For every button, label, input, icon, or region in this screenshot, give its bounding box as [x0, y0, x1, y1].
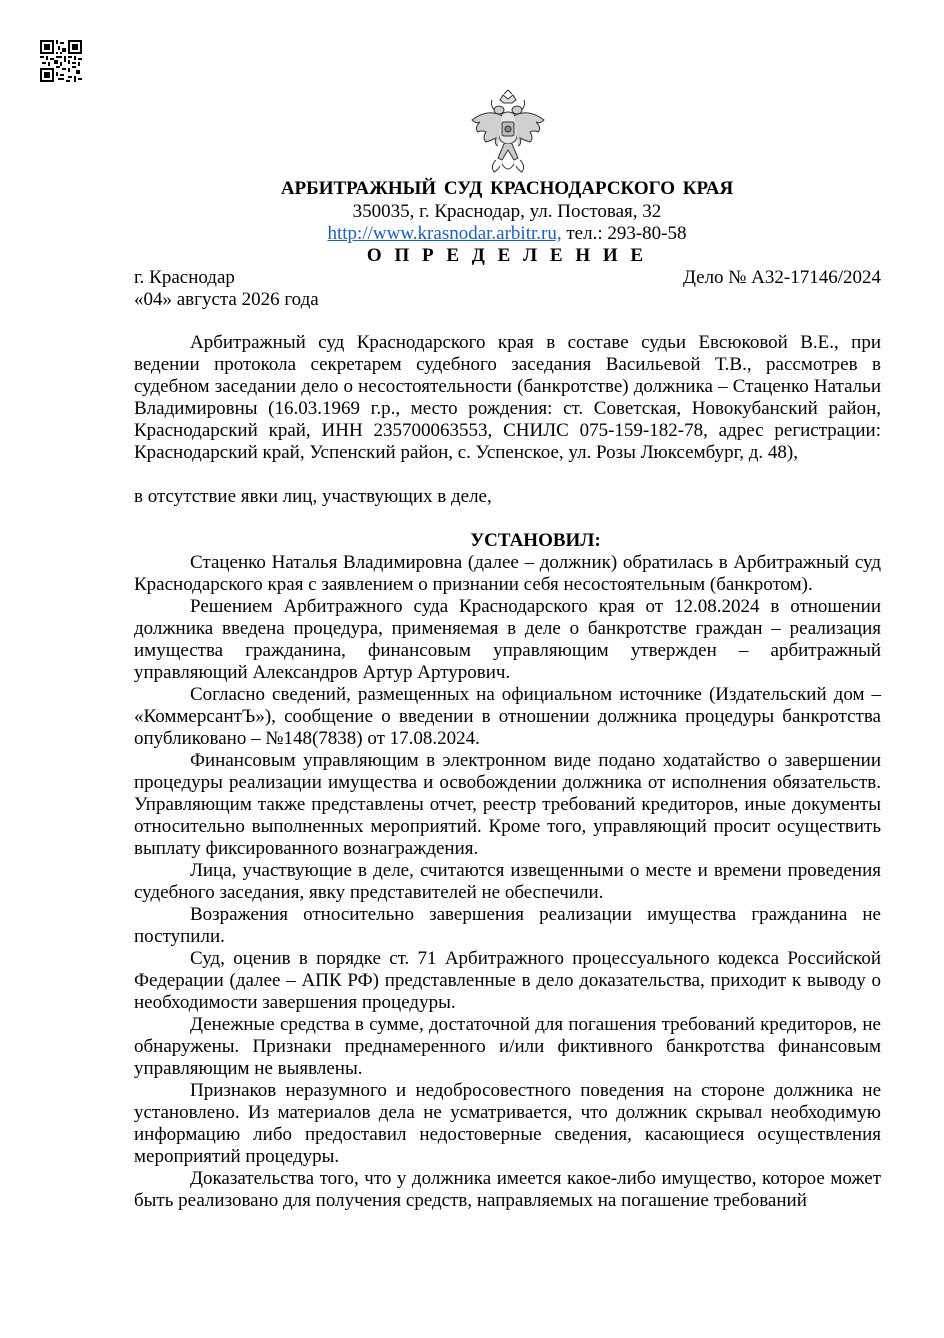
intro-paragraph: Арбитражный суд Краснодарского края в составе судьи Евсюковой В.Е., при ведении протокола секретарем судебного заседания Васильевой Т.В., рассмотрев в судебном заседании дело о несостоятельности (банкротстве) должника – Стаценко Натальи Владимировны (16.03.1969 г.р., место рождения: ст. Советская, Новокубанский район, Краснодарский край, ИНН 235700063553, СНИЛС 075-159-182-78, адрес регистрации: Краснодарский край, Успенский район, с. Успенское, ул. Розы Люксембург, д. 48),: [134, 332, 881, 463]
body-paragraph: Возражения относительно завершения реализации имущества гражданина не поступили.: [134, 904, 881, 947]
body-paragraph: Суд, оценив в порядке ст. 71 Арбитражного процессуального кодекса Российской Федерации (далее – АПК РФ) представленные в дело доказательства, приходит к выводу о необходимости завершения процедуры.: [134, 948, 881, 1013]
coat-of-arms-emblem: [466, 88, 550, 182]
body-paragraph: Лица, участвующие в деле, считаются извещенными о месте и времени проведения судебного заседания, явку представителей не обеспечили.: [134, 860, 881, 903]
court-website-link[interactable]: http://www.krasnodar.arbitr.ru,: [327, 223, 562, 244]
document-date: «04» августа 2026 года: [134, 289, 319, 310]
body-paragraph: Финансовым управляющим в электронном виде подано ходатайство о завершении процедуры реализации имущества и освобождении должника от исполнения обязательств. Управляющим также представлены отчет, реестр требований кредиторов, иные документы относительно выполненных мероприятий. Кроме того, управляющий просит осуществить выплату фиксированного вознаграждения.: [134, 750, 881, 859]
city-label: г. Краснодар: [134, 267, 235, 288]
established-heading: УСТАНОВИЛ:: [470, 530, 601, 551]
court-name-heading: АРБИТРАЖНЫЙ СУД КРАСНОДАРСКОГО КРАЯ: [280, 178, 734, 199]
body-paragraph: Стаценко Наталья Владимировна (далее – должник) обратилась в Арбитражный суд Краснодарского края с заявлением о признании себя несостоятельным (банкротом).: [134, 552, 881, 595]
body-paragraph: Согласно сведений, размещенных на официальном источнике (Издательский дом – «КоммерсантЪ»), сообщение о введении в отношении должника процедуры банкротства опубликовано – №148(7838) от 17.08.2024.: [134, 684, 881, 749]
body-paragraph: Признаков неразумного и недобросовестного поведения на стороне должника не установлено. Из материалов дела не усматривается, что должник скрывал необходимую информацию либо предоставил недостоверные сведения, касающиеся осуществления мероприятий процедуры.: [134, 1080, 881, 1167]
case-number: Дело № А32-17146/2024: [682, 267, 881, 288]
document-body: [134, 332, 881, 1212]
court-contacts: [130, 223, 884, 245]
court-address: 350035, г. Краснодар, ул. Постовая, 32: [352, 201, 662, 222]
court-phone: тел.: 293-80-58: [561, 223, 687, 244]
absence-paragraph: в отсутствие явки лиц, участвующих в деле,: [134, 486, 492, 507]
qr-code-image: [40, 40, 82, 82]
body-paragraph: Доказательства того, что у должника имеется какое-либо имущество, которое может быть реализовано для получения средств, направляемых на погашение требований: [134, 1168, 881, 1211]
body-paragraph: Денежные средства в сумме, достаточной для погашения требований кредиторов, не обнаружены. Признаки преднамеренного и/или фиктивного банкротства финансовым управляющим не выявлены.: [134, 1014, 881, 1079]
body-paragraph: Решением Арбитражного суда Краснодарского края от 12.08.2024 в отношении должника введена процедура, применяемая в деле о банкротстве граждан – реализация имущества гражданина, финансовым управляющим утвержден – арбитражный управляющий Александров Артур Артурович.: [134, 596, 881, 683]
document-title: О П Р Е Д Е Л Е Н И Е: [366, 245, 648, 266]
